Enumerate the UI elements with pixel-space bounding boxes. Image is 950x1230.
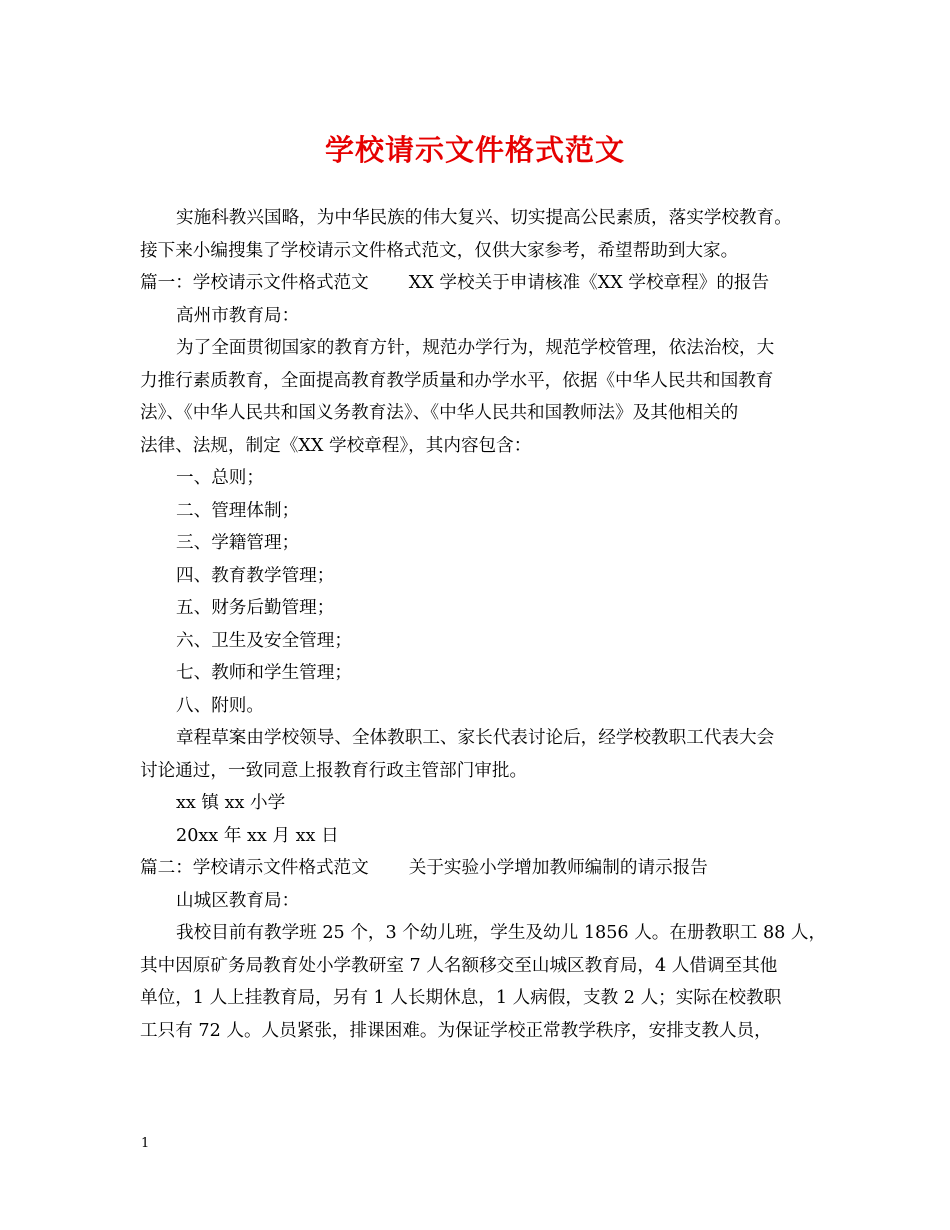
list-item: 八、附则。 (176, 695, 264, 716)
intro-line-1: 实施科教兴国略，为中华民族的伟大复兴、切实提高公民素质，落实学校教育。 (176, 208, 792, 228)
section1-body-line: 为了全面贯彻国家的教育方针，规范办学行为，规范学校管理，依法治校，大 (176, 338, 775, 358)
intro-line-2: 接下来小编搜集了学校请示文件格式范文，仅供大家参考，希望帮助到大家。 (140, 240, 739, 261)
section1-label: 篇一：学校请示文件格式范文 (140, 273, 369, 293)
document-title: 学校请示文件格式范文 (324, 133, 625, 167)
section2-body-line: 工只有 72 人。人员紧张，排课困难。为保证学校正常教学秩序，安排支教人员， (140, 1020, 772, 1041)
section1-body-line: 法》、《中华人民共和国义务教育法》、《中华人民共和国教师法》及其他相关的 (140, 403, 739, 423)
section2-addressee: 山城区教育局： (176, 890, 300, 911)
section2-body-line: 其中因原矿务局教育处小学教研室 7 人名额移交至山城区教育局，4 人借调至其他 (140, 955, 778, 976)
list-item: 七、教师和学生管理； (176, 663, 352, 683)
list-item: 二、管理体制； (176, 500, 300, 521)
section1-closing-line: 讨论通过，一致同意上报教育行政主管部门审批。 (140, 760, 528, 781)
section1-body-line: 力推行素质教育，全面提高教育教学质量和办学水平，依据《中华人民共和国教育 (140, 370, 774, 391)
section2-heading-line (140, 852, 840, 885)
section1-heading-line (140, 267, 840, 300)
page-number: 1 (141, 1136, 150, 1151)
list-item: 四、教育教学管理； (176, 565, 335, 586)
section2-heading: 关于实验小学增加教师编制的请示报告 (408, 858, 708, 878)
section1-heading: XX 学校关于申请核准《XX 学校章程》的报告 (408, 273, 770, 293)
list-item: 三、学籍管理； (176, 533, 300, 553)
section2-body-line: 单位，1 人上挂教育局，另有 1 人长期休息，1 人病假，支教 2 人；实际在校教职 (140, 988, 782, 1008)
section1-date: 20xx 年 xx 月 xx 日 (176, 825, 339, 846)
section2-label: 篇二：学校请示文件格式范文 (140, 858, 369, 878)
section1-closing-line: 章程草案由学校领导、全体教职工、家长代表讨论后，经学校教职工代表大会 (176, 728, 775, 748)
section1-signature: xx 镇 xx 小学 (176, 793, 286, 813)
section1-addressee: 高州市教育局： (176, 305, 300, 326)
section1-body-line: 法律、法规，制定《XX 学校章程》，其内容包含： (140, 435, 532, 456)
document-body (140, 202, 840, 1047)
list-item: 六、卫生及安全管理； (176, 630, 352, 651)
list-item: 五、财务后勤管理； (176, 598, 335, 618)
section2-body-line: 我校目前有教学班 25 个，3 个幼儿班，学生及幼儿 1856 人。在册教职工 88 人， (176, 923, 827, 943)
list-item: 一、总则； (176, 468, 264, 488)
